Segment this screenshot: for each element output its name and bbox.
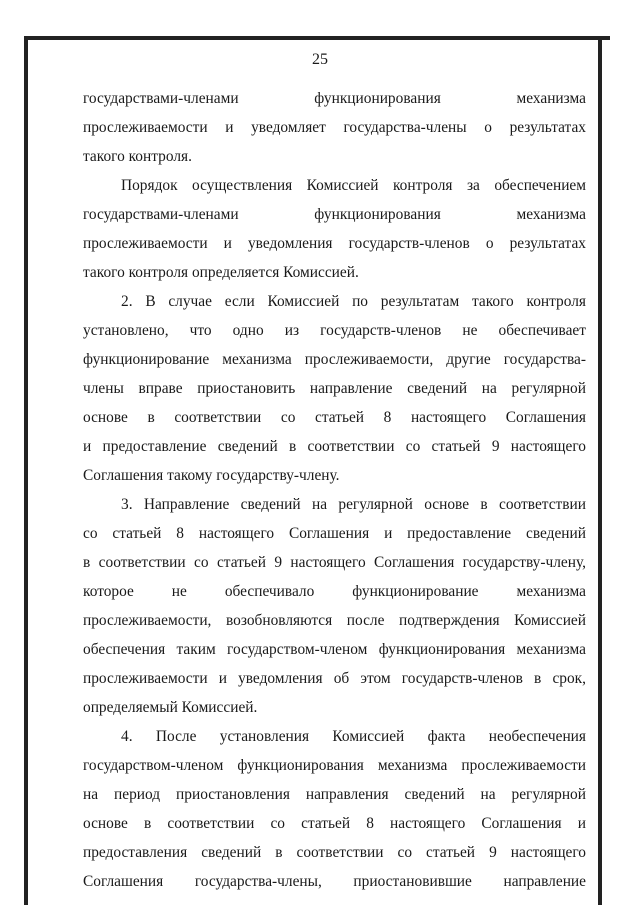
text-line: 3. Направление сведений на регулярной основе в соответствии [121,496,586,513]
text-line: функционирование механизма прослеживаемости, другие государства- [83,351,586,368]
text-line: государствами-членами функционирования механизма [83,206,586,223]
text-line: в соответствии со статьей 9 настоящего Соглашения государству-члену, [83,554,586,571]
text-line: которое не обеспечивало функционирование механизма [83,583,586,600]
text-line: государствами-членами функционирования механизма [83,90,586,107]
text-line: Соглашения государства-члены, приостановившие направление [83,873,586,890]
text-line: государством-членом функционирования механизма прослеживаемости [83,757,586,774]
text-line: прослеживаемости и уведомляет государства-члены о результатах [83,119,586,136]
text-line: и предоставление сведений в соответствии со статьей 9 настоящего [83,438,586,455]
text-line: 2. В случае если Комиссией по результатам такого контроля [121,293,586,310]
text-line: установлено, что одно из государств-членов не обеспечивает [83,322,586,339]
text-line: такого контроля. [83,148,192,165]
page-border-left [24,36,28,905]
text-line: Соглашения такому государству-члену. [83,467,340,484]
text-line: 4. После установления Комиссией факта необеспечения [121,728,586,745]
text-line: обеспечения таким государством-членом функционирования механизма [83,641,586,658]
page-number: 25 [312,51,328,68]
text-line: прослеживаемости и уведомления государств-членов о результатах [83,235,586,252]
document-body [83,84,586,896]
text-line: прослеживаемости, возобновляются после подтверждения Комиссией [83,612,586,629]
text-line: основе в соответствии со статьей 8 настоящего Соглашения и [83,815,586,832]
text-line: на период приостановления направления сведений на регулярной [83,786,586,803]
text-line: со статьей 8 настоящего Соглашения и предоставление сведений [83,525,586,542]
text-line: члены вправе приостановить направление сведений на регулярной [83,380,586,397]
text-line: прослеживаемости и уведомления об этом государств-членов в срок, [83,670,586,687]
text-line: такого контроля определяется Комиссией. [83,264,359,281]
page-border-top [24,36,610,40]
text-line: предоставления сведений в соответствии со статьей 9 настоящего [83,844,586,861]
text-line: основе в соответствии со статьей 8 настоящего Соглашения [83,409,586,426]
text-line: определяемый Комиссией. [83,699,258,716]
text-line: Порядок осуществления Комиссией контроля за обеспечением [121,177,586,194]
page-border-right [598,36,602,905]
